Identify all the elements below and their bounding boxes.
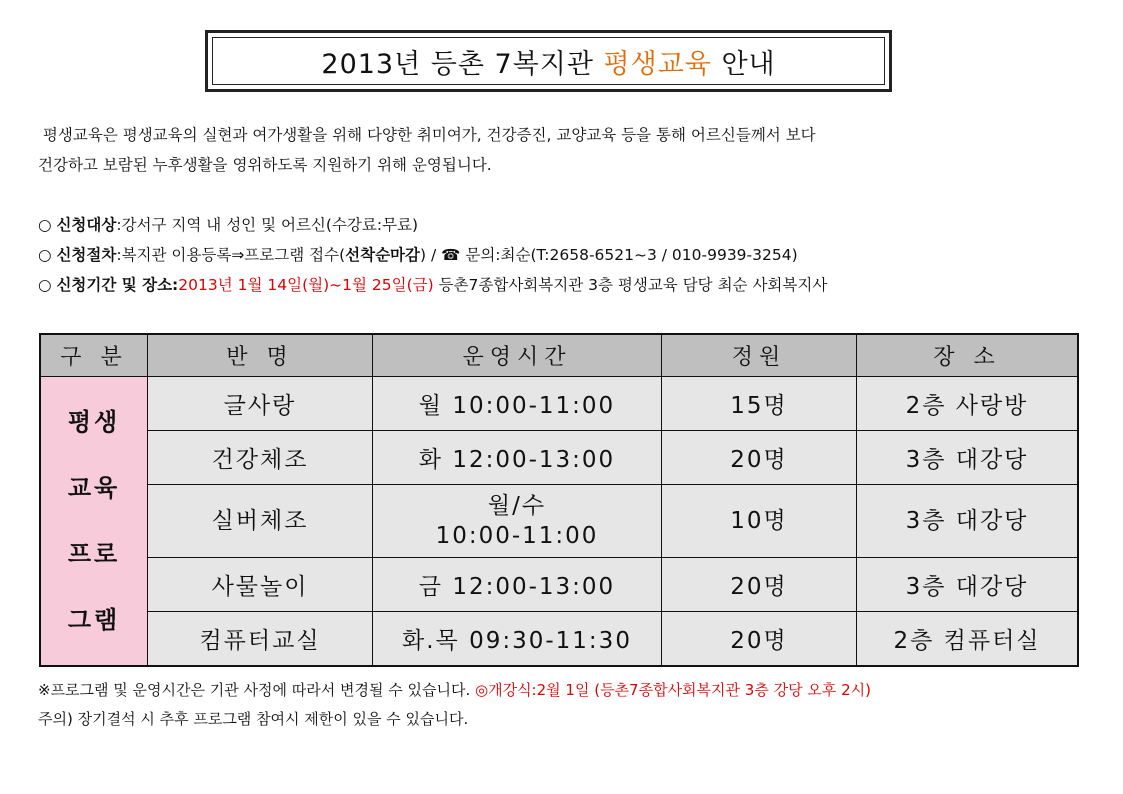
place-cell: 3층 대강당 [857, 431, 1079, 485]
info-procedure-value-b: 선착순마감 [345, 246, 420, 264]
footnote-opening-ceremony: ◎개강식:2월 1일 (등촌7종합사회복지관 3층 강당 오후 2시) [475, 681, 871, 699]
info-procedure-key: 신청절차 [56, 246, 117, 264]
time-hours: 10:00-11:00 [435, 523, 599, 549]
footnotes [38, 676, 871, 734]
info-period-dates: 2013년 1월 14일(월)~1월 25일(금) [178, 276, 434, 294]
info-target-key: 신청대상 [56, 216, 117, 234]
capacity-cell: 10명 [662, 485, 857, 558]
bullet-icon: ○ [38, 246, 57, 264]
class-cell: 건강체조 [148, 431, 373, 485]
time-cell: 금 12:00-13:00 [373, 558, 662, 612]
class-cell: 글사랑 [148, 377, 373, 431]
capacity-cell: 15명 [662, 377, 857, 431]
program-table [39, 333, 1079, 667]
bullet-icon: ○ [38, 276, 57, 294]
header-capacity: 정원 [662, 334, 857, 377]
title-suffix: 안내 [711, 48, 776, 80]
header-category: 구 분 [40, 334, 148, 377]
capacity-cell: 20명 [662, 431, 857, 485]
table-row [40, 431, 1078, 485]
table-row [40, 485, 1078, 558]
title-highlight: 평생교육 [603, 48, 712, 80]
title-box [205, 30, 892, 92]
intro-line-1: 평생교육은 평생교육의 실현과 여가생활을 위해 다양한 취미여가, 건강증진, 교양교육 등을 통해 어르신들께서 보다 [38, 126, 816, 144]
header-class: 반 명 [148, 334, 373, 377]
application-info [38, 210, 827, 300]
time-cell: 화.목 09:30-11:30 [373, 612, 662, 667]
place-cell: 3층 대강당 [857, 558, 1079, 612]
time-cell [373, 485, 662, 558]
footnote-line-1 [38, 676, 871, 705]
place-cell: 3층 대강당 [857, 485, 1079, 558]
table-header-row [40, 334, 1078, 377]
header-time: 운영시간 [373, 334, 662, 377]
info-period [38, 270, 827, 300]
title-prefix: 2013년 등촌 7복지관 [321, 48, 604, 80]
category-line: 교육 [67, 474, 121, 502]
class-cell: 컴퓨터교실 [148, 612, 373, 667]
info-target [38, 210, 827, 240]
time-days: 월/수 [487, 493, 547, 519]
time-cell: 월 10:00-11:00 [373, 377, 662, 431]
class-cell: 실버체조 [148, 485, 373, 558]
capacity-cell: 20명 [662, 558, 857, 612]
intro-line-2: 건강하고 보람된 누후생활을 영위하도록 지원하기 위해 운영됩니다. [38, 156, 492, 174]
info-procedure [38, 240, 827, 270]
class-cell: 사물놀이 [148, 558, 373, 612]
capacity-cell: 20명 [662, 612, 857, 667]
table-row [40, 612, 1078, 667]
place-cell: 2층 컴퓨터실 [857, 612, 1079, 667]
category-line: 그램 [67, 606, 121, 634]
info-period-key: 신청기간 및 장소: [56, 276, 179, 294]
info-procedure-value-c: ) / ☎ 문의:최순(T:2658-6521~3 / 010-9939-3254) [420, 246, 798, 264]
intro-paragraph [38, 120, 1088, 180]
category-cell [40, 377, 148, 667]
category-line: 평생 [67, 408, 121, 436]
place-cell: 2층 사랑방 [857, 377, 1079, 431]
category-line: 프로 [67, 540, 121, 568]
time-cell: 화 12:00-13:00 [373, 431, 662, 485]
info-period-place: 등촌7종합사회복지관 3층 평생교육 담당 최순 사회복지사 [433, 276, 828, 294]
info-target-value: :강서구 지역 내 성인 및 어르신(수강료:무료) [116, 216, 419, 234]
bullet-icon: ○ [38, 216, 57, 234]
table-row [40, 377, 1078, 431]
footnote-change-notice: ※프로그램 및 운영시간은 기관 사정에 따라서 변경될 수 있습니다. [38, 681, 475, 699]
table-row [40, 558, 1078, 612]
header-place: 장 소 [857, 334, 1079, 377]
page-title [212, 37, 885, 85]
info-procedure-value-a: :복지관 이용등록⇒프로그램 접수( [116, 246, 346, 264]
footnote-line-2: 주의) 장기결석 시 추후 프로그램 참여시 제한이 있을 수 있습니다. [38, 710, 469, 728]
